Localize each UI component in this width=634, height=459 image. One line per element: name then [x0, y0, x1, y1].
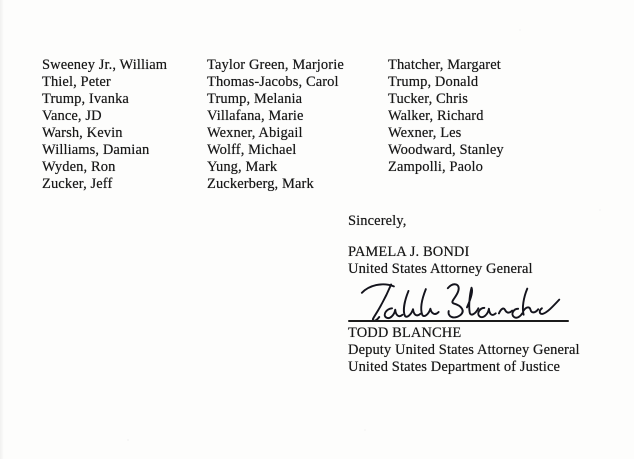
list-item: Vance, JD	[42, 108, 102, 124]
list-item: Wolff, Michael	[207, 142, 297, 158]
list-item: Trump, Melania	[207, 91, 303, 107]
list-item: Thomas-Jacobs, Carol	[207, 74, 339, 90]
list-item: Warsh, Kevin	[42, 125, 123, 141]
list-item: Wyden, Ron	[42, 159, 116, 175]
list-item: Thiel, Peter	[42, 74, 111, 90]
signer-name-blanche: TODD BLANCHE	[348, 325, 462, 341]
signer-org-blanche: United States Department of Justice	[348, 359, 561, 375]
list-item: Walker, Richard	[388, 108, 484, 124]
list-item: Wexner, Les	[388, 125, 462, 141]
name-column-2	[207, 57, 344, 193]
list-item: Woodward, Stanley	[388, 142, 504, 158]
list-item: Trump, Ivanka	[42, 91, 129, 107]
list-item: Williams, Damian	[42, 142, 150, 158]
signature-line	[348, 320, 569, 322]
signer-title-bondi: United States Attorney General	[348, 261, 533, 277]
signer-name-bondi: PAMELA J. BONDI	[348, 244, 470, 260]
salutation: Sincerely,	[348, 213, 407, 229]
name-column-1	[42, 57, 167, 193]
list-item: Thatcher, Margaret	[388, 57, 501, 73]
list-item: Taylor Green, Marjorie	[207, 57, 344, 73]
list-item: Wexner, Abigail	[207, 125, 303, 141]
list-item: Tucker, Chris	[388, 91, 468, 107]
list-item: Yung, Mark	[207, 159, 278, 175]
signer-title-blanche: Deputy United States Attorney General	[348, 342, 580, 358]
list-item: Trump, Donald	[388, 74, 479, 90]
name-column-3	[388, 57, 504, 176]
closing-signature-block	[348, 213, 588, 383]
list-item: Zucker, Jeff	[42, 176, 113, 192]
list-item: Villafana, Marie	[207, 108, 304, 124]
list-item: Zampolli, Paolo	[388, 159, 483, 175]
list-item: Sweeney Jr., William	[42, 57, 168, 73]
handwritten-signature	[350, 279, 562, 323]
list-item: Zuckerberg, Mark	[207, 176, 314, 192]
